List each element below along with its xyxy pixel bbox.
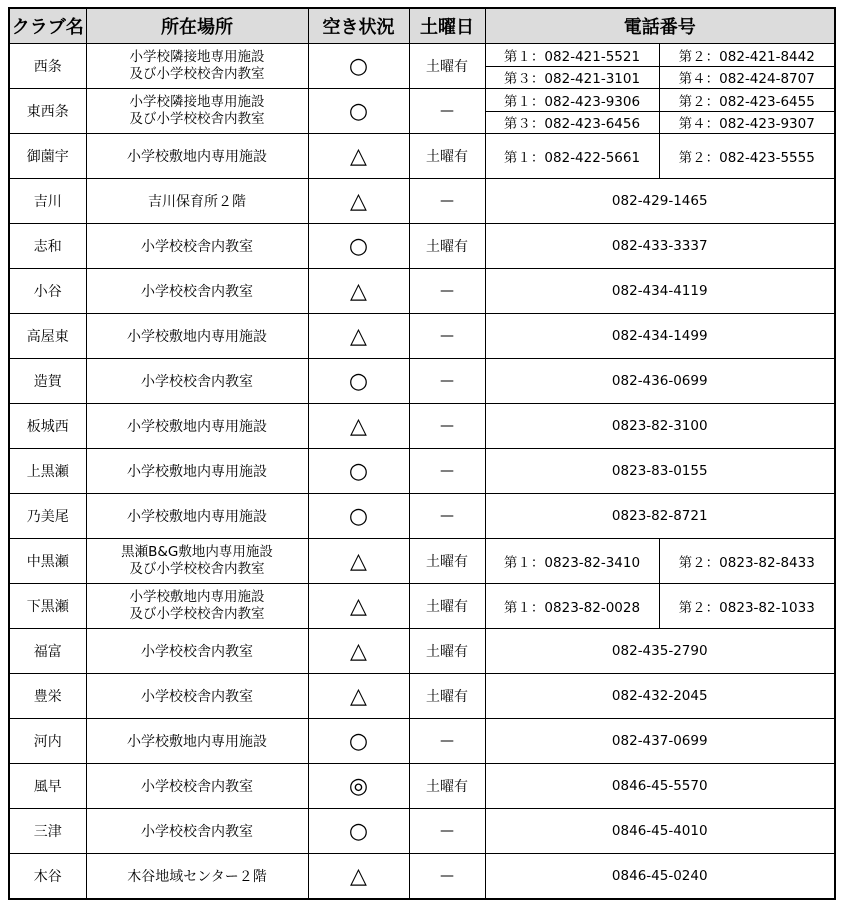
location-cell: [86, 89, 308, 134]
table-row: [9, 269, 835, 314]
saturday-cell: —: [409, 494, 485, 539]
availability-mark: ○: [308, 809, 409, 854]
table-row: [9, 809, 835, 854]
club-name: 志和: [9, 224, 86, 269]
phone-number: 0823-82-8721: [485, 494, 835, 539]
phone-number: 第１：082-422-5661: [485, 134, 659, 179]
location-cell: 小学校校舎内教室: [86, 764, 308, 809]
club-name: 造賀: [9, 359, 86, 404]
location-cell: 小学校校舎内教室: [86, 674, 308, 719]
header-saturday: 土曜日: [409, 8, 485, 44]
phone-number: 第４：082-423-9307: [659, 111, 835, 134]
table-row: [9, 179, 835, 224]
club-name: 木谷: [9, 854, 86, 900]
phone-number: 082-434-1499: [485, 314, 835, 359]
location-cell: [86, 584, 308, 629]
availability-mark: ○: [308, 359, 409, 404]
location-cell: 小学校敷地内専用施設: [86, 134, 308, 179]
header-row: [9, 8, 835, 44]
location-cell: [86, 44, 308, 89]
table-row: [9, 764, 835, 809]
availability-mark: △: [308, 629, 409, 674]
table-row: [9, 674, 835, 719]
phone-number: 第３：082-421-3101: [485, 66, 659, 89]
phone-number: 第２：0823-82-8433: [659, 539, 835, 584]
club-name: 高屋東: [9, 314, 86, 359]
availability-mark: △: [308, 584, 409, 629]
location-cell: 小学校校舎内教室: [86, 629, 308, 674]
availability-mark: ◎: [308, 764, 409, 809]
saturday-cell: —: [409, 719, 485, 764]
phone-number: 第４：082-424-8707: [659, 66, 835, 89]
phone-number: 082-436-0699: [485, 359, 835, 404]
availability-mark: ○: [308, 44, 409, 89]
club-name: 御薗宇: [9, 134, 86, 179]
phone-number: 082-434-4119: [485, 269, 835, 314]
location-cell: 小学校校舎内教室: [86, 269, 308, 314]
table-row: [9, 224, 835, 269]
phone-number: 0846-45-5570: [485, 764, 835, 809]
phone-number: 第２：082-421-8442: [659, 44, 835, 67]
club-name: 乃美尾: [9, 494, 86, 539]
availability-mark: △: [308, 134, 409, 179]
table-row: [9, 44, 835, 67]
table-row: [9, 89, 835, 112]
table-row: [9, 314, 835, 359]
saturday-cell: —: [409, 314, 485, 359]
phone-number: 第２：082-423-6455: [659, 89, 835, 112]
table-row: [9, 404, 835, 449]
table-row: [9, 134, 835, 179]
availability-mark: ○: [308, 89, 409, 134]
availability-mark: △: [308, 404, 409, 449]
club-name: 中黒瀬: [9, 539, 86, 584]
table-row: [9, 449, 835, 494]
location-line: 及び小学校校舎内教室: [129, 66, 265, 82]
club-table: [8, 7, 836, 900]
phone-number: 082-433-3337: [485, 224, 835, 269]
club-name: 風早: [9, 764, 86, 809]
phone-number: 第１：0823-82-3410: [485, 539, 659, 584]
location-cell: 小学校敷地内専用施設: [86, 449, 308, 494]
availability-mark: ○: [308, 494, 409, 539]
availability-mark: ○: [308, 719, 409, 764]
club-name: 豊栄: [9, 674, 86, 719]
phone-number: 082-435-2790: [485, 629, 835, 674]
phone-number: 082-437-0699: [485, 719, 835, 764]
saturday-cell: —: [409, 809, 485, 854]
club-name: 小谷: [9, 269, 86, 314]
phone-number: 082-429-1465: [485, 179, 835, 224]
phone-number: 第１：082-421-5521: [485, 44, 659, 67]
table-row: [9, 539, 835, 584]
location-cell: 小学校校舎内教室: [86, 359, 308, 404]
saturday-cell: 土曜有: [409, 539, 485, 584]
saturday-cell: —: [409, 179, 485, 224]
availability-mark: ○: [308, 449, 409, 494]
location-cell: 小学校敷地内専用施設: [86, 494, 308, 539]
club-name: 東西条: [9, 89, 86, 134]
phone-number: 第３：082-423-6456: [485, 111, 659, 134]
saturday-cell: 土曜有: [409, 134, 485, 179]
phone-number: 第２：082-423-5555: [659, 134, 835, 179]
header-club: クラブ名: [9, 8, 86, 44]
saturday-cell: —: [409, 449, 485, 494]
table-row: [9, 854, 835, 900]
saturday-cell: 土曜有: [409, 764, 485, 809]
location-line: 黒瀬B&G敷地内専用施設: [121, 544, 273, 560]
location-line: 小学校隣接地専用施設: [129, 49, 265, 65]
location-line: 小学校隣接地専用施設: [129, 94, 265, 110]
club-name: 福富: [9, 629, 86, 674]
location-cell: 吉川保育所２階: [86, 179, 308, 224]
club-name: 板城西: [9, 404, 86, 449]
phone-number: 第２：0823-82-1033: [659, 584, 835, 629]
phone-number: 0846-45-0240: [485, 854, 835, 900]
header-availability: 空き状況: [308, 8, 409, 44]
availability-mark: △: [308, 314, 409, 359]
club-name: 下黒瀬: [9, 584, 86, 629]
location-line: 小学校敷地内専用施設: [129, 589, 265, 605]
phone-number: 082-432-2045: [485, 674, 835, 719]
saturday-cell: 土曜有: [409, 584, 485, 629]
saturday-cell: 土曜有: [409, 629, 485, 674]
location-cell: 小学校校舎内教室: [86, 224, 308, 269]
table-row: [9, 584, 835, 629]
availability-mark: △: [308, 179, 409, 224]
saturday-cell: 土曜有: [409, 224, 485, 269]
phone-number: 0846-45-4010: [485, 809, 835, 854]
location-line: 及び小学校校舎内教室: [129, 561, 265, 577]
location-cell: 木谷地域センター２階: [86, 854, 308, 900]
club-name: 河内: [9, 719, 86, 764]
header-location: 所在場所: [86, 8, 308, 44]
availability-mark: △: [308, 539, 409, 584]
phone-number: 第１：082-423-9306: [485, 89, 659, 112]
phone-number: 0823-83-0155: [485, 449, 835, 494]
table-row: [9, 719, 835, 764]
saturday-cell: —: [409, 854, 485, 900]
header-phone: 電話番号: [485, 8, 835, 44]
location-cell: 小学校敷地内専用施設: [86, 314, 308, 359]
club-name: 三津: [9, 809, 86, 854]
table-row: [9, 629, 835, 674]
phone-number: 第１：0823-82-0028: [485, 584, 659, 629]
saturday-cell: 土曜有: [409, 674, 485, 719]
availability-mark: ○: [308, 224, 409, 269]
table-row: [9, 359, 835, 404]
availability-mark: △: [308, 674, 409, 719]
saturday-cell: —: [409, 89, 485, 134]
saturday-cell: —: [409, 269, 485, 314]
saturday-cell: —: [409, 404, 485, 449]
availability-mark: △: [308, 854, 409, 900]
location-line: 及び小学校校舎内教室: [129, 606, 265, 622]
location-cell: 小学校校舎内教室: [86, 809, 308, 854]
club-name: 西条: [9, 44, 86, 89]
club-name: 上黒瀬: [9, 449, 86, 494]
location-cell: 小学校敷地内専用施設: [86, 404, 308, 449]
saturday-cell: 土曜有: [409, 44, 485, 89]
location-line: 及び小学校校舎内教室: [129, 111, 265, 127]
phone-number: 0823-82-3100: [485, 404, 835, 449]
table-row: [9, 494, 835, 539]
location-cell: 小学校敷地内専用施設: [86, 719, 308, 764]
club-name: 吉川: [9, 179, 86, 224]
saturday-cell: —: [409, 359, 485, 404]
availability-mark: △: [308, 269, 409, 314]
location-cell: [86, 539, 308, 584]
